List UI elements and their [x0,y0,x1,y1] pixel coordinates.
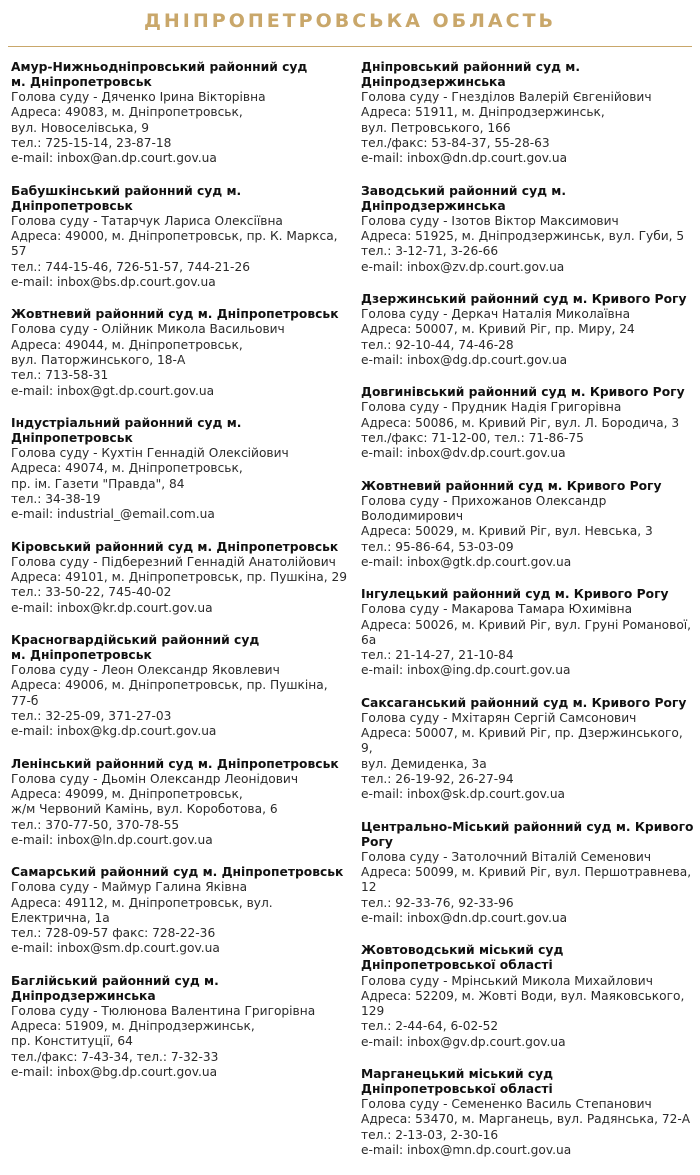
court-entry [361,60,697,167]
court-head: Голова суду - Дяченко Ірина Вікторівна [11,90,266,105]
court-name-line: Самарський районний суд м. Дніпропетровськ [11,865,344,880]
court-head: Голова суду - Підберезний Геннадій Анатолійович [11,554,336,569]
court-head: Голова суду - Затолочний Віталій Семенович [361,849,652,864]
court-name-line: Дніпропетровської області [361,1082,553,1097]
court-entry [11,184,351,291]
court-name [11,974,351,1004]
court-address: Адреса: 49074, м. Дніпропетровськ, [11,461,243,476]
court-phone: тел.: 21-14-27, 21-10-84 [361,648,514,663]
court-name-line: Жовтневий районний суд м. Кривого Рогу [361,478,662,493]
court-head: Голова суду - Прихожанов Олександр Володимирович [361,493,607,523]
court-head: Голова суду - Макарова Тамара Юхимівна [361,602,633,617]
court-head: Голова суду - Олійник Микола Васильович [11,322,285,337]
court-address: Адреса: 49006, м. Дніпропетровськ, пр. Пушкіна, 77-б [11,678,328,708]
court-email: e-mail: industrial_@email.com.ua [11,507,215,522]
court-head: Голова суду - Маймур Галина Яківна [11,880,248,895]
court-entry [361,587,697,679]
court-name-line: Красногвардійський районний суд [11,632,260,647]
court-entry [11,307,351,399]
court-head: Голова суду - Семененко Василь Степанович [361,1097,652,1112]
court-name-line: Баглійський районний суд м. Дніпродзержинська [11,973,219,1003]
court-phone: тел.: 34-38-19 [11,492,101,506]
court-entry [11,865,351,957]
court-info-line: пр. ім. Газети "Правда", 84 [11,476,185,491]
court-name-line: Заводський районний суд м. Дніпродзержинська [361,183,567,213]
court-info-line: пр. Конституції, 64 [11,1034,133,1049]
court-phone: тел.: 92-33-76, 92-33-96 [361,895,514,910]
court-info-line: вул. Паторжинського, 18-А [11,353,186,368]
court-address: Адреса: 51909, м. Дніпродзержинськ, [11,1019,255,1034]
court-phone: тел./факс: 71-12-00, тел.: 71-86-75 [361,431,584,446]
court-address: Адреса: 49112, м. Дніпропетровськ, вул. Електрична, 1а [11,895,273,925]
court-phone: тел.: 744-15-46, 726-51-57, 744-21-26 [11,259,250,274]
court-phone: тел.: 95-86-64, 53-03-09 [361,539,514,554]
court-phone: тел.: 92-10-44, 74-46-28 [361,337,514,352]
court-phone: тел.: 2-13-03, 2-30-16 [361,1127,499,1142]
court-email: e-mail: inbox@kg.dp.court.gov.ua [11,724,217,739]
title-divider [8,46,692,47]
court-email: e-mail: inbox@sk.dp.court.gov.ua [361,787,566,802]
court-phone: тел.: 370-77-50, 370-78-55 [11,817,180,832]
court-address: Адреса: 50007, м. Кривий Ріг, пр. Миру, 24 [361,322,635,337]
court-head: Голова суду - Мрінський Микола Михайлович [361,973,653,988]
court-email: e-mail: inbox@an.dp.court.gov.ua [11,151,217,166]
court-head: Голова суду - Дьомін Олександр Леонідович [11,771,299,786]
court-name [361,60,697,90]
court-email: e-mail: inbox@dv.dp.court.gov.ua [361,446,566,461]
court-name [11,540,351,555]
court-address: Адреса: 49083, м. Дніпропетровськ, [11,105,243,120]
court-entry [11,60,351,167]
court-address: Адреса: 51925, м. Дніпродзержинськ, вул. Губи, 5 [361,229,685,244]
court-name-line: Дніпропетровської області [361,958,553,973]
court-name [361,184,697,214]
court-address: Адреса: 49101, м. Дніпропетровськ, пр. Пушкіна, 29 [11,569,348,584]
court-address: Адреса: 50026, м. Кривий Ріг, вул. Груні Романової, 6а [361,617,692,647]
court-address: Адреса: 52209, м. Жовті Води, вул. Маяковського, 129 [361,988,685,1019]
court-name-line: Інгулецький районний суд м. Кривого Рогу [361,587,669,602]
court-name [361,292,697,307]
court-phone: тел.: 725-15-14, 23-87-18 [11,136,172,151]
court-entry [361,1067,697,1158]
court-email: e-mail: inbox@bg.dp.court.gov.ua [11,1065,218,1080]
court-address: Адреса: 49044, м. Дніпропетровськ, [11,337,243,352]
court-name-line: Саксаганський районний суд м. Кривого Рогу [361,695,687,710]
court-name-line: Ленінський районний суд м. Дніпропетровськ [11,756,339,771]
court-email: e-mail: inbox@gv.dp.court.gov.ua [361,1034,566,1049]
court-phone: тел./факс: 53-84-37, 55-28-63 [361,136,550,151]
court-email: e-mail: inbox@kr.dp.court.gov.ua [11,600,213,615]
court-name [11,184,351,214]
court-name [361,385,697,400]
court-name-line: Бабушкінський районний суд м. Дніпропетровськ [11,183,242,213]
court-name [361,1067,697,1097]
court-email: e-mail: inbox@ln.dp.court.gov.ua [11,832,213,847]
court-address: Адреса: 49000, м. Дніпропетровськ, пр. К. Маркса, 57 [11,229,338,259]
court-name-line: Центрально-Міський районний суд м. Кривого Рогу [361,819,694,849]
court-entry [361,479,697,571]
court-email: e-mail: inbox@zv.dp.court.gov.ua [361,259,565,274]
court-entry [11,416,351,523]
court-address: Адреса: 49099, м. Дніпропетровськ, [11,786,243,801]
court-head: Голова суду - Тюлюнова Валентина Григорівна [11,1003,316,1018]
court-name [11,757,351,772]
court-entry [361,820,697,927]
court-name-line: Жовтневий районний суд м. Дніпропетровськ [11,307,339,322]
court-name-line: Дніпровський районний суд м. Дніпродзержинська [361,60,581,90]
court-name-line: м. Дніпропетровськ [11,75,152,90]
court-entry [361,943,697,1050]
court-phone: тел.: 728-09-57 факс: 728-22-36 [11,926,216,941]
court-entry [11,633,351,740]
court-phone: тел.: 713-58-31 [11,368,109,383]
court-email: e-mail: inbox@dn.dp.court.gov.ua [361,151,568,166]
court-entry [361,696,697,803]
court-name [361,479,697,494]
court-entry [361,184,697,275]
court-email: e-mail: inbox@mn.dp.court.gov.ua [361,1143,572,1158]
court-entry [11,974,351,1081]
court-name [11,416,351,446]
court-email: e-mail: inbox@bs.dp.court.gov.ua [11,275,216,290]
court-address: Адреса: 50029, м. Кривий Ріг, вул. Невська, 3 [361,524,653,539]
court-phone: тел./факс: 7-43-34, тел.: 7-32-33 [11,1049,219,1064]
court-phone: тел.: 32-25-09, 371-27-03 [11,708,172,723]
court-name [361,943,697,973]
court-entry [11,540,351,616]
page-title: ДНІПРОПЕТРОВСЬКА ОБЛАСТЬ [143,10,557,32]
court-name-line: Індустріальний районний суд м. Дніпропетровськ [11,415,242,446]
court-phone: тел.: 26-19-92, 26-27-94 [361,772,514,787]
court-email: e-mail: inbox@gtk.dp.court.gov.ua [361,554,572,569]
court-address: Адреса: 50099, м. Кривий Ріг, вул. Першотравнева, 12 [361,865,692,895]
court-name [11,865,351,880]
court-head: Голова суду - Кухтін Геннадій Олексійович [11,446,289,461]
court-name-line: Амур-Нижньодніпровський районний суд [11,60,308,74]
court-name-line: Дзержинський районний суд м. Кривого Рогу [361,292,687,307]
court-info-line: ж/м Червоний Камінь, вул. Короботова, 6 [11,802,278,817]
court-head: Голова суду - Деркач Наталія Миколаївна [361,307,631,322]
court-head: Голова суду - Татарчук Лариса Олексіївна [11,213,283,228]
right-column [361,60,697,1175]
court-name [361,587,697,602]
court-head: Голова суду - Ізотов Віктор Максимович [361,213,619,228]
court-head: Голова суду - Леон Олександр Яковлевич [11,663,280,678]
court-email: e-mail: inbox@gt.dp.court.gov.ua [11,383,215,398]
court-entry [11,757,351,849]
court-info-line: вул. Демиденка, 3а [361,756,487,771]
court-entry [361,292,697,368]
court-name [361,696,697,711]
court-head: Голова суду - Прудник Надія Григорівна [361,400,622,415]
court-name [11,60,351,90]
court-phone: тел.: 2-44-64, 6-02-52 [361,1019,499,1034]
court-head: Голова суду - Мхітарян Сергій Самсонович [361,710,637,725]
left-column [11,60,351,1097]
court-email: e-mail: inbox@dn.dp.court.gov.ua [361,911,568,926]
court-name [11,633,351,663]
court-name [11,307,351,322]
court-address: Адреса: 53470, м. Марганець, вул. Радянська, 72-А [361,1112,691,1127]
court-address: Адреса: 51911, м. Дніпродзержинськ, [361,105,605,120]
court-name-line: Жовтоводський міський суд [361,943,564,958]
court-email: e-mail: inbox@sm.dp.court.gov.ua [11,941,220,956]
court-email: e-mail: inbox@ing.dp.court.gov.ua [361,663,571,678]
court-name-line: Довгинівський районний суд м. Кривого Рогу [361,385,685,400]
court-name-line: Марганецький міський суд [361,1066,554,1081]
court-address: Адреса: 50007, м. Кривий Ріг, пр. Дзержинського, 9, [361,726,683,756]
court-info-line: вул. Петровського, 166 [361,120,511,135]
court-phone: тел.: 3-12-71, 3-26-66 [361,244,499,259]
court-entry [361,385,697,461]
court-name [361,820,697,850]
court-phone: тел.: 33-50-22, 745-40-02 [11,585,172,600]
court-info-line: вул. Новоселівська, 9 [11,120,149,135]
court-address: Адреса: 50086, м. Кривий Ріг, вул. Л. Бородича, 3 [361,415,680,430]
court-head: Голова суду - Гнезділов Валерій Євгенійович [361,90,652,105]
court-name-line: Кіровський районний суд м. Дніпропетровськ [11,539,339,554]
court-name-line: м. Дніпропетровськ [11,647,152,662]
court-email: e-mail: inbox@dg.dp.court.gov.ua [361,353,568,368]
